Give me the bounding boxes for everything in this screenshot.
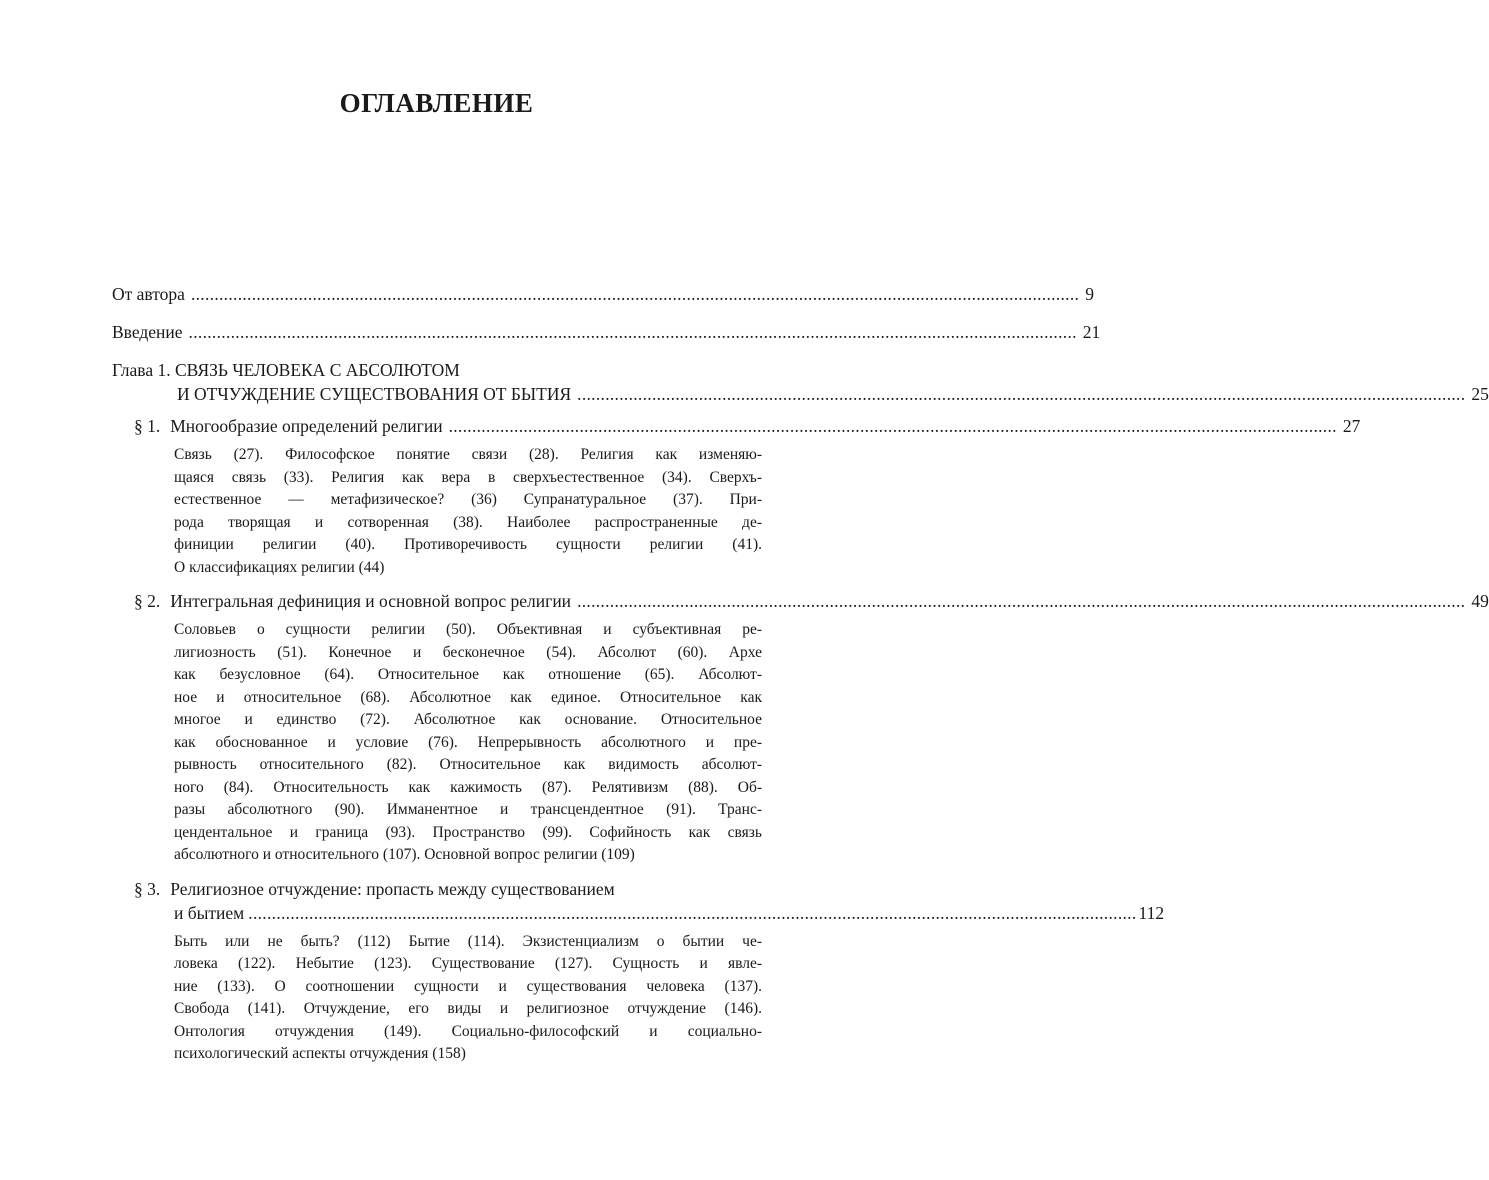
dot-leader: ..............................................................................................................................................................................................	[188, 322, 1077, 342]
table-of-contents	[112, 282, 1489, 1076]
section-title: Интегральная дефиниция и основной вопрос религии	[170, 591, 572, 611]
toc-entry-label: От автора	[112, 284, 185, 304]
summary-line: как безусловное (64). Относительное как отношение (65). Абсолют-	[174, 666, 762, 683]
section-summary	[134, 619, 762, 867]
section-heading-line1	[134, 877, 762, 901]
toc-entry-page: 27	[1342, 416, 1361, 436]
summary-line: психологический аспекты отчуждения (158)	[174, 1045, 466, 1062]
section-number: § 3.	[134, 878, 161, 899]
section-heading-line2	[134, 901, 1165, 925]
toc-entry-label: Введение	[112, 322, 183, 342]
summary-line: как обоснованное и условие (76). Непрерывность абсолютного и пре-	[174, 733, 762, 751]
dot-leader: ..............................................................................................................................................................................................	[577, 591, 1466, 611]
dot-leader: ..............................................................................................................................................................................................	[577, 384, 1466, 404]
section-number: § 1.	[134, 416, 161, 436]
section-title-line2: и бытием	[174, 902, 245, 923]
summary-line: ловека (122). Небытие (123). Существование (127). Сущность и явле-	[174, 955, 762, 972]
summary-line: О классификациях религии (44)	[174, 558, 385, 576]
summary-line: щаяся связь (33). Религия как вера в сверхъестественное (34). Сверхъ-	[174, 468, 762, 486]
summary-line: цендентальное и граница (93). Пространство (99). Софийность как связь	[174, 823, 762, 841]
chapter-title-line1: Глава 1. СВЯЗЬ ЧЕЛОВЕКА С АБСОЛЮТОМ	[112, 360, 460, 380]
summary-line: многое и единство (72). Абсолютное как основание. Относительное	[174, 711, 762, 728]
summary-line: разы абсолютного (90). Имманентное и трансцендентное (91). Транс-	[174, 801, 762, 818]
summary-line: абсолютного и относительного (107). Основной вопрос религии (109)	[174, 846, 635, 863]
dot-leader: ..............................................................................................................................................................................................	[248, 902, 1137, 923]
dot-leader: ..............................................................................................................................................................................................	[448, 416, 1337, 436]
summary-line: Соловьев о сущности религии (50). Объективная и субъективная ре-	[174, 621, 762, 638]
summary-line: ние (133). О соотношении сущности и существования человека (137).	[174, 977, 762, 995]
summary-line: ное и относительное (68). Абсолютное как единое. Относительное как	[174, 688, 762, 706]
section-title: Многообразие определений религии	[170, 416, 443, 436]
summary-line: Связь (27). Философское понятие связи (28). Религия как изменяю-	[174, 446, 762, 463]
section-heading	[134, 414, 1361, 438]
summary-line: естественное — метафизическое? (36) Супранатуральное (37). При-	[174, 491, 762, 508]
dot-leader: ..............................................................................................................................................................................................	[190, 284, 1080, 304]
summary-line: ного (84). Относительность как кажимость (87). Релятивизм (88). Об-	[174, 778, 762, 796]
toc-entry-intro[interactable]	[112, 320, 1101, 344]
toc-entry-page: 112	[1138, 902, 1165, 923]
toc-section-1[interactable]	[112, 414, 1361, 579]
summary-line: Быть или не быть? (112) Бытие (114). Экзистенциализм о бытии че-	[174, 932, 762, 950]
section-heading	[134, 589, 1489, 613]
section-title-line1: Религиозное отчуждение: пропасть между существованием	[170, 878, 615, 899]
chapter-title-line2-row	[112, 382, 1489, 406]
summary-line: лигиозность (51). Конечное и бесконечное (54). Абсолют (60). Архе	[174, 643, 762, 661]
page-title: ОГЛАВЛЕНИЕ	[339, 88, 534, 118]
chapter-title-line2: И ОТЧУЖДЕНИЕ СУЩЕСТВОВАНИЯ ОТ БЫТИЯ	[177, 384, 572, 404]
summary-line: финиции религии (40). Противоречивость сущности религии (41).	[174, 536, 762, 553]
section-number: § 2.	[134, 591, 161, 611]
toc-section-3[interactable]	[112, 877, 1165, 1066]
section-summary	[134, 444, 762, 579]
toc-entry-page: 25	[1471, 384, 1489, 404]
summary-line: рывность относительного (82). Относительное как видимость абсолют-	[174, 756, 762, 773]
toc-entry-page: 21	[1082, 322, 1101, 342]
summary-line: Свобода (141). Отчуждение, его виды и религиозное отчуждение (146).	[174, 1000, 762, 1017]
toc-entry-page: 49	[1471, 591, 1489, 611]
summary-line: рода творящая и сотворенная (38). Наиболее распространенные де-	[174, 513, 762, 531]
toc-chapter-1[interactable]	[112, 358, 1489, 406]
toc-section-2[interactable]	[112, 589, 1489, 867]
summary-line: Онтология отчуждения (149). Социально-философский и социально-	[174, 1022, 762, 1040]
section-summary	[134, 931, 762, 1066]
toc-entry-author[interactable]	[112, 282, 1094, 306]
toc-entry-page: 9	[1085, 284, 1094, 304]
